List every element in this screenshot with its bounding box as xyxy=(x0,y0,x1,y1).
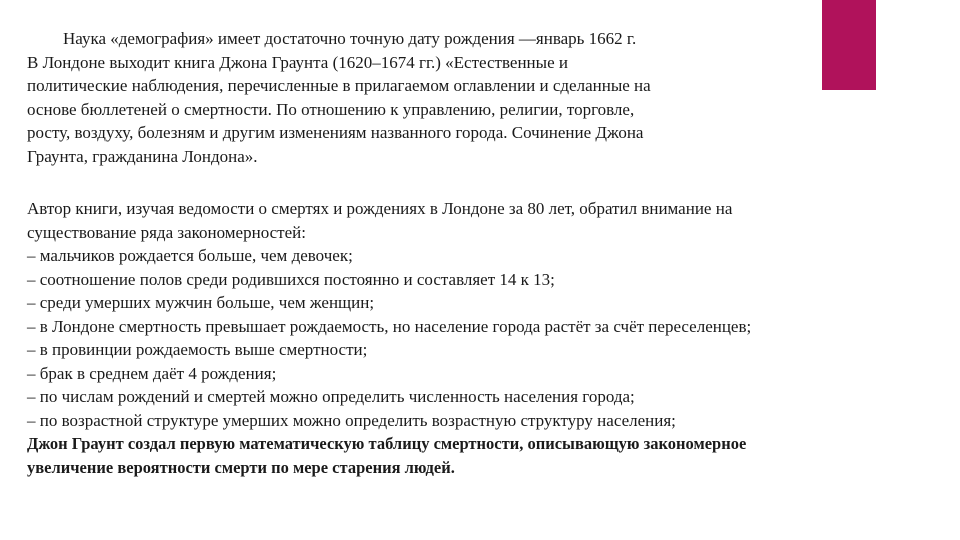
paragraph-line: Наука «демография» имеет достаточно точную дату рождения —январь 1662 г. xyxy=(63,29,637,48)
paragraph-line: основе бюллетеней о смертности. По отношению к управлению, религии, торговле, xyxy=(27,99,635,119)
list-item: – в провинции рождаемость выше смертности; xyxy=(27,340,368,359)
list-item: – по числам рождений и смертей можно определить численность населения города; xyxy=(27,387,635,406)
conclusion-line: увеличение вероятности смерти по мере старения людей. xyxy=(27,457,455,477)
list-item: – по возрастной структуре умерших можно определить возрастную структуру населения; xyxy=(27,410,676,430)
paragraph-line: политические наблюдения, перечисленные в прилагаемом оглавлении и сделанные на xyxy=(27,76,651,95)
findings-paragraph xyxy=(27,197,751,479)
list-item: – брак в среднем даёт 4 рождения; xyxy=(27,363,277,383)
list-item: – мальчиков рождается больше, чем девочек; xyxy=(27,246,353,265)
list-item: – среди умерших мужчин больше, чем женщин; xyxy=(27,293,375,312)
paragraph-line: Автор книги, изучая ведомости о смертях и рождениях в Лондоне за 80 лет, обратил внимание на xyxy=(27,199,733,218)
paragraph-line: В Лондоне выходит книга Джона Граунта (1620–1674 гг.) «Естественные и xyxy=(27,52,568,72)
paragraph-line: росту, воздуху, болезням и другим изменениям названного города. Сочинение Джона xyxy=(27,123,644,142)
accent-bar xyxy=(822,0,876,90)
paragraph-line: существование ряда закономерностей: xyxy=(27,222,306,242)
paragraph-line: Граунта, гражданина Лондона». xyxy=(27,146,258,166)
list-item: – соотношение полов среди родившихся постоянно и составляет 14 к 13; xyxy=(27,269,555,289)
conclusion-line: Джон Граунт создал первую математическую таблицу смертности, описывающую закономерное xyxy=(27,434,747,453)
intro-paragraph xyxy=(27,27,651,168)
list-item: – в Лондоне смертность превышает рождаемость, но население города растёт за счёт переселенцев; xyxy=(27,316,752,336)
